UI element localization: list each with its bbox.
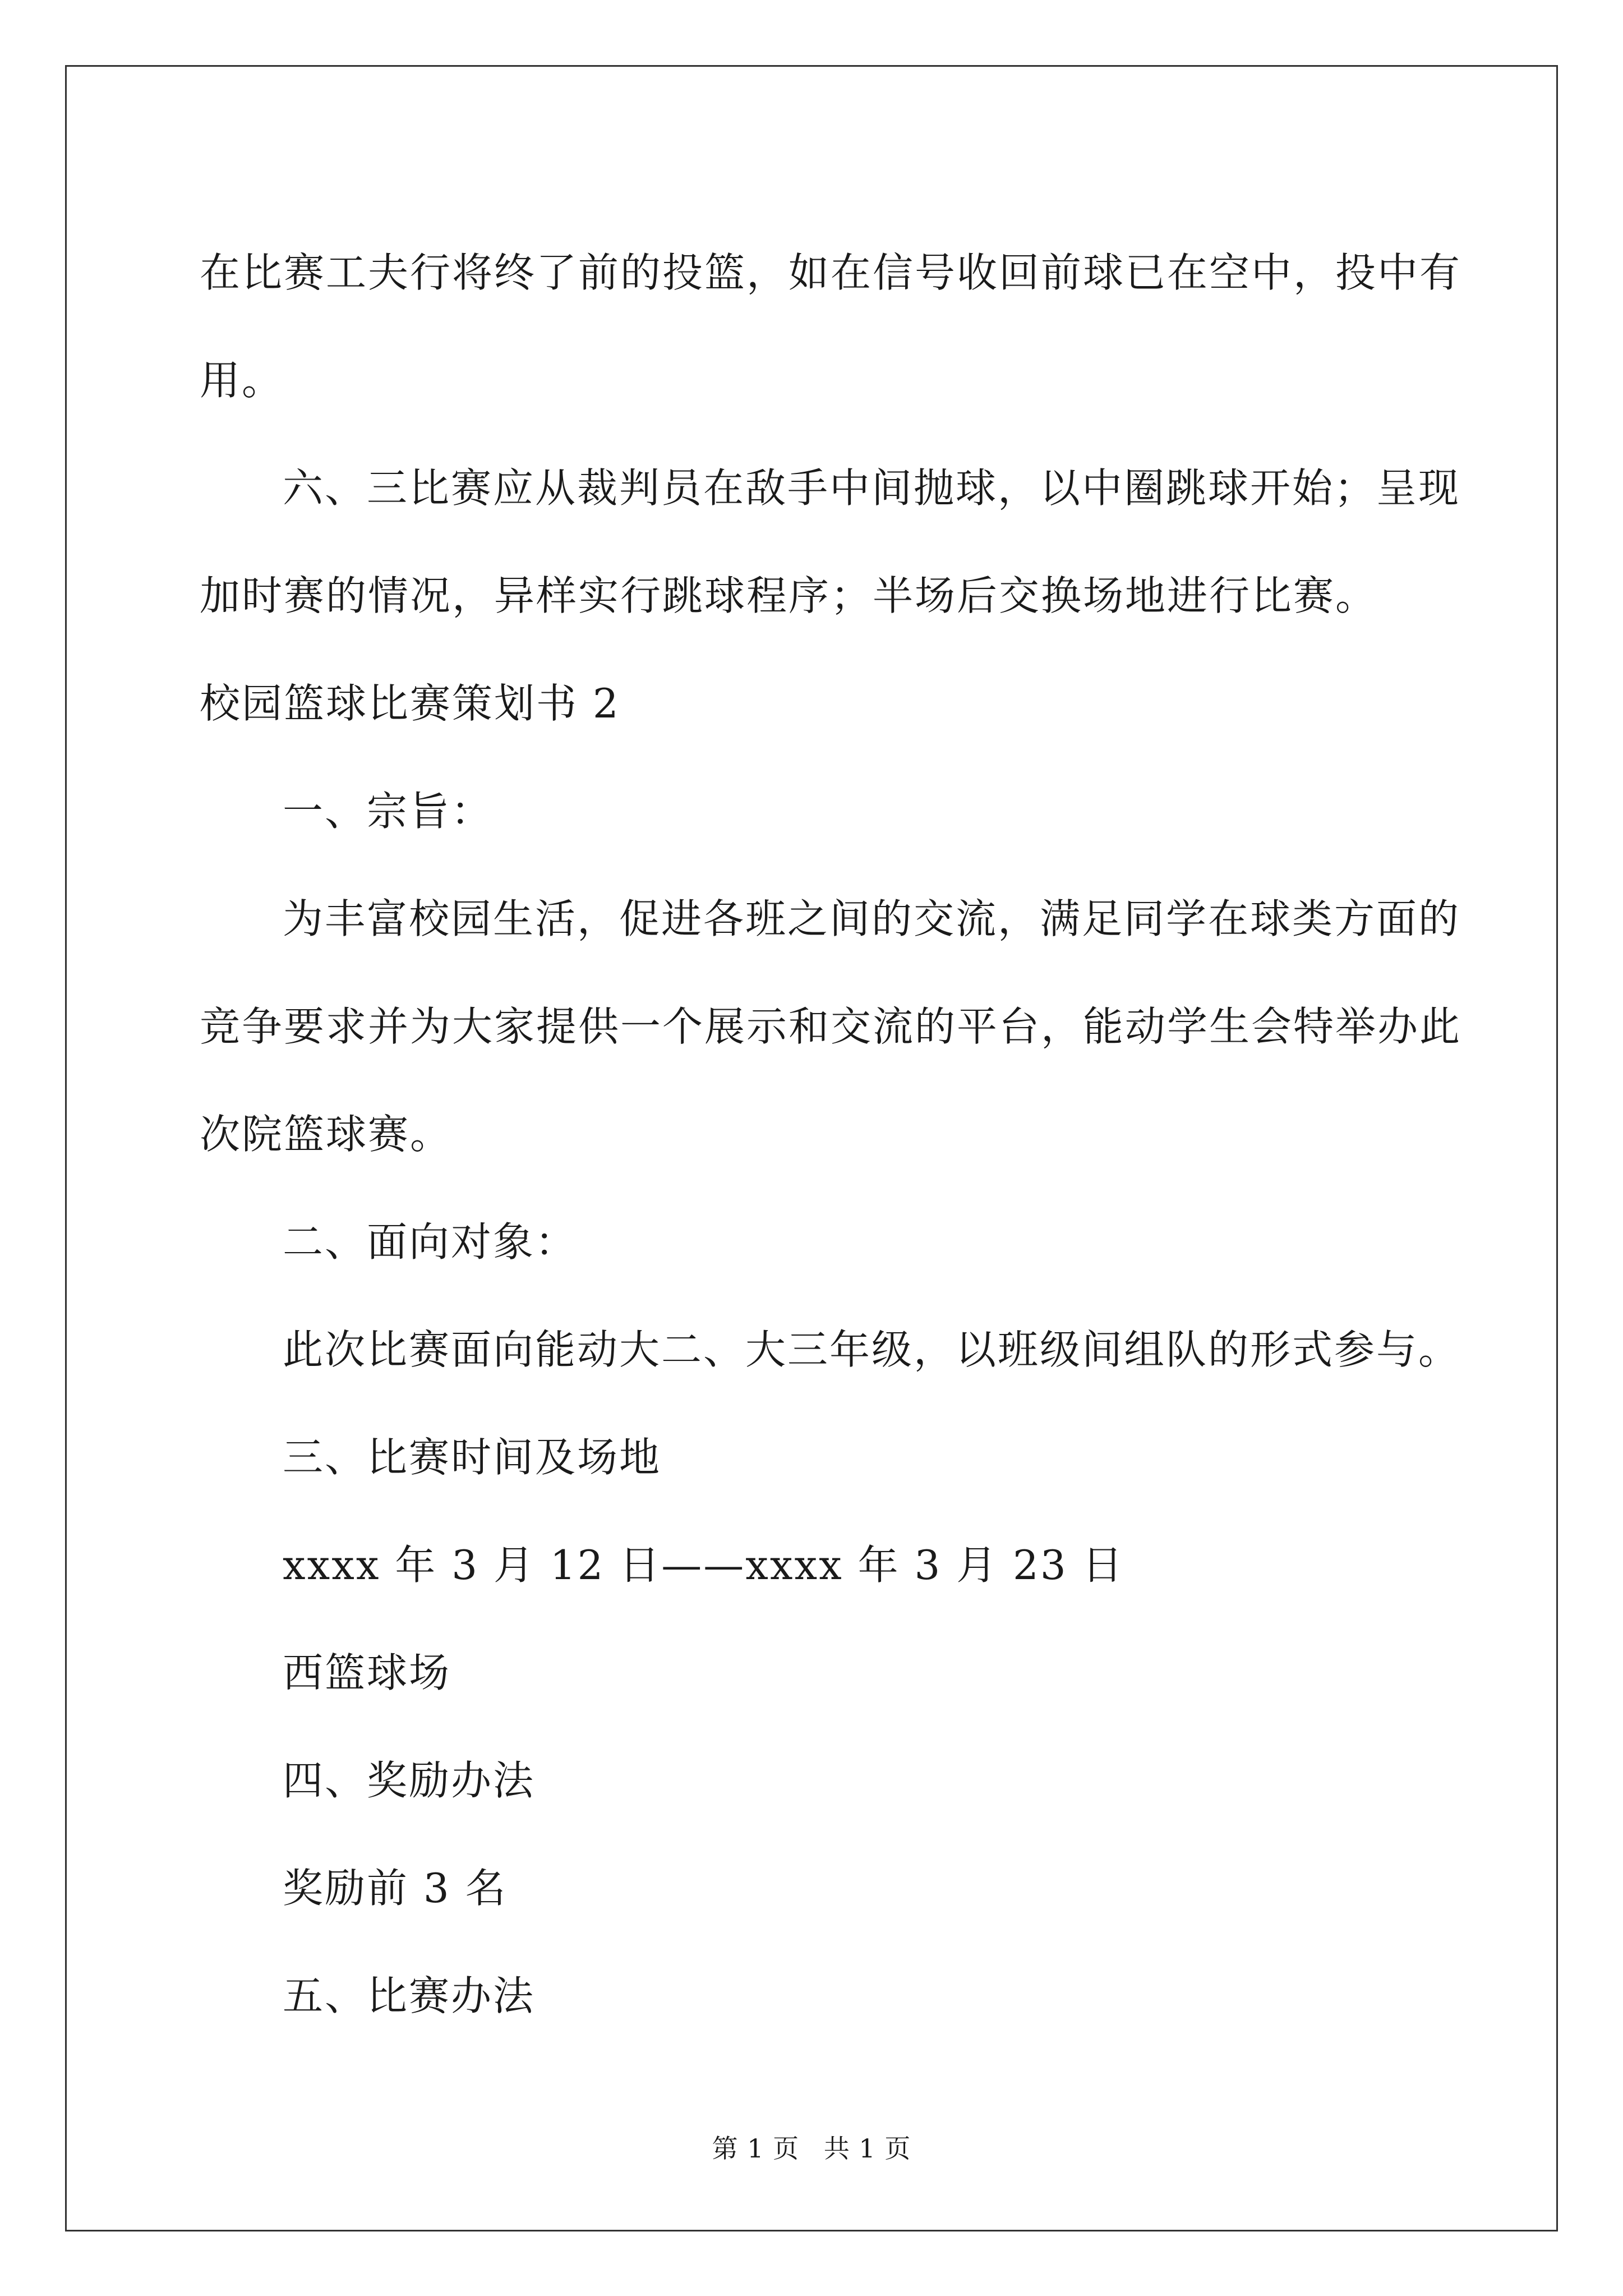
- paragraph-line: 为丰富校园生活，促进各班之间的交流，满足同学在球类方面的: [283, 895, 1461, 942]
- date-range: xxxx 年 3 月 12 日——xxxx 年 3 月 23 日: [283, 1542, 1124, 1589]
- venue-name: 西篮球场: [283, 1649, 451, 1696]
- paragraph-line: 竞争要求并为大家提供一个展示和交流的平台，能动学生会特举办此: [200, 1003, 1462, 1050]
- page-number: 第 1 页: [712, 2133, 800, 2164]
- rewards-detail: 奖励前 3 名: [283, 1865, 508, 1912]
- paragraph-line: 在比赛工夫行将终了前的投篮，如在信号收回前球已在空中，投中有: [200, 249, 1462, 296]
- paragraph-line: 次院篮球赛。: [200, 1111, 453, 1158]
- heading-audience: 二、面向对象：: [283, 1218, 578, 1266]
- paragraph-line: 此次比赛面向能动大二、大三年级，以班级间组队的形式参与。: [283, 1326, 1461, 1373]
- heading-rules: 五、比赛办法: [283, 1972, 536, 2019]
- section-title: 校园篮球比赛策划书 2: [200, 680, 620, 727]
- heading-purpose: 一、宗旨：: [283, 788, 494, 835]
- paragraph-line: 加时赛的情况，异样实行跳球程序；半场后交换场地进行比赛。: [200, 572, 1378, 619]
- document-body: [200, 219, 1462, 2050]
- heading-time-venue: 三、比赛时间及场地: [283, 1434, 662, 1481]
- page-total: 共 1 页: [823, 2133, 911, 2164]
- heading-rewards: 四、奖励办法: [283, 1757, 536, 1804]
- page-footer: [0, 2132, 1623, 2165]
- paragraph-line: 六、三比赛应从裁判员在敌手中间抛球，以中圈跳球开始；呈现: [283, 464, 1461, 512]
- paragraph-line: 用。: [200, 357, 284, 404]
